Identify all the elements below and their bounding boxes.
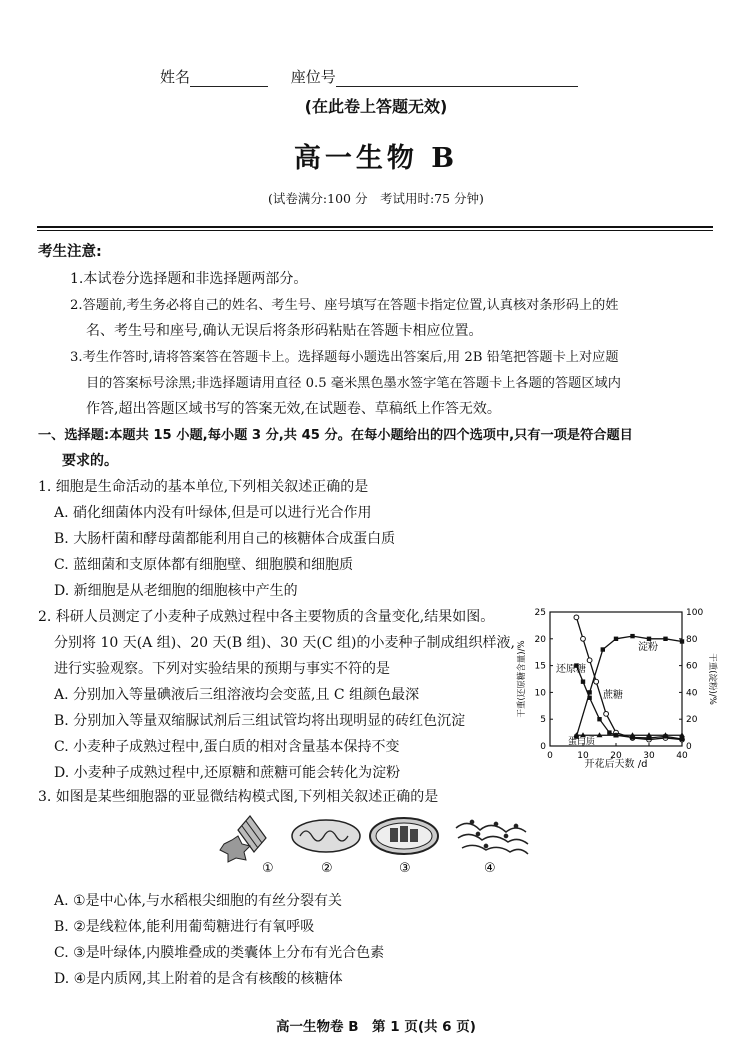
y-right-tick-label: 60	[686, 661, 698, 672]
x-tick-label: 20	[610, 751, 622, 761]
notice-line: 作答,超出答题区域书写的答案无效,在试题卷、草稿纸上作答无效。	[86, 401, 501, 417]
series-line	[576, 666, 682, 739]
section-heading-cont: 要求的。	[62, 453, 118, 469]
data-point	[601, 647, 605, 651]
data-point	[607, 730, 611, 734]
divider	[37, 230, 713, 231]
question-1-option-a[interactable]: A. 硝化细菌体内没有叶绿体,但是可以进行光合作用	[54, 505, 372, 521]
page-title: 高一生物 B	[293, 143, 459, 174]
question-1-option-d[interactable]: D. 新细胞是从老细胞的细胞核中产生的	[54, 583, 298, 599]
series-line	[576, 617, 682, 739]
reducing-sugar-label: 还原糖	[556, 664, 586, 675]
x-tick-label: 30	[643, 751, 655, 761]
data-point	[581, 679, 585, 683]
question-3-option-b[interactable]: B. ②是线粒体,能利用葡萄糖进行有氧呼吸	[54, 919, 315, 935]
x-tick-label: 40	[676, 751, 688, 761]
question-1-option-b[interactable]: B. 大肠杆菌和酵母菌都能利用自己的核糖体合成蛋白质	[54, 531, 396, 547]
chart-axes	[550, 612, 682, 746]
figure-label-1: ①	[262, 861, 274, 876]
notice-line: 3.考生作答时,请将答案答在答题卡上。选择题每小题选出答案后,用 2B 铅笔把答题卡上对应题	[70, 350, 619, 365]
data-point	[663, 637, 667, 641]
section-heading: 一、选择题:本题共 15 小题,每小题 3 分,共 45 分。在每小题给出的四个选项中,只有一项是符合题目	[38, 428, 633, 443]
question-3-stem: 3. 如图是某些细胞器的亚显微结构模式图,下列相关叙述正确的是	[38, 789, 439, 805]
y-right-tick-label: 20	[686, 715, 698, 726]
x-axis-label: 开花后天数 /d	[584, 759, 648, 770]
data-point	[587, 696, 591, 700]
question-2-option-b[interactable]: B. 分别加入等量双缩脲试剂后三组试管均将出现明显的砖红色沉淀	[54, 713, 466, 729]
y-left-tick-label: 0	[540, 742, 546, 752]
name-field[interactable]	[190, 70, 268, 87]
question-1-stem: 1. 细胞是生命活动的基本单位,下列相关叙述正确的是	[38, 479, 369, 495]
y-right-axis-label: 干重(淀粉)/%	[707, 653, 717, 705]
centriole-icon	[220, 816, 266, 862]
y-right-tick-label: 40	[686, 688, 698, 699]
invalid-note: (在此卷上答题无效)	[304, 97, 448, 116]
x-tick-label: 10	[577, 751, 589, 761]
seat-label: 座位号	[290, 68, 336, 86]
question-3-option-a[interactable]: A. ①是中心体,与水稻根尖细胞的有丝分裂有关	[54, 893, 343, 909]
y-right-tick-label: 0	[686, 742, 692, 752]
y-right-tick-label: 80	[686, 634, 698, 645]
sucrose-label: 蔗糖	[603, 690, 623, 701]
data-point	[581, 636, 586, 641]
student-info-row	[160, 66, 578, 87]
divider	[37, 226, 713, 228]
notice-heading: 考生注意:	[38, 244, 102, 260]
organelle-figure	[216, 808, 542, 878]
data-point	[680, 639, 684, 643]
notice-line: 1.本试卷分选择题和非选择题两部分。	[70, 271, 308, 287]
y-left-tick-label: 20	[534, 634, 546, 645]
question-2-option-c[interactable]: C. 小麦种子成熟过程中,蛋白质的相对含量基本保持不变	[54, 739, 400, 755]
figure-label-3: ③	[399, 861, 411, 876]
data-point	[604, 711, 609, 716]
question-3-option-d[interactable]: D. ④是内质网,其上附着的是含有核酸的核糖体	[54, 971, 343, 987]
seat-field[interactable]	[336, 70, 578, 87]
y-left-tick-label: 25	[534, 608, 546, 618]
y-left-tick-label: 5	[540, 715, 546, 726]
notice-line: 2.答题前,考生务必将自己的姓名、考生号、座号填写在答题卡指定位置,认真核对条形码上的姓	[70, 298, 619, 313]
figure-label-2: ②	[321, 861, 333, 876]
chloroplast-icon	[370, 818, 438, 854]
data-point	[647, 637, 651, 641]
series-line	[576, 636, 682, 737]
notice-line: 目的答案标号涂黑;非选择题请用直径 0.5 毫米黑色墨水签字笔在答题卡上各题的答题区域内	[86, 376, 621, 391]
figure-label-4: ④	[484, 861, 496, 876]
data-point	[574, 615, 579, 620]
y-left-axis-label: 干重(还原糖含量)/%	[517, 640, 527, 718]
page-footer: 高一生物卷 B 第 1 页(共 6 页)	[276, 1019, 476, 1035]
y-left-tick-label: 10	[534, 688, 546, 699]
endoplasmic-reticulum-icon	[456, 820, 528, 854]
data-point	[587, 658, 592, 663]
x-tick-label: 0	[547, 751, 553, 761]
data-point	[594, 679, 599, 684]
question-3-option-c[interactable]: C. ③是叶绿体,内膜堆叠成的类囊体上分布有光合色素	[54, 945, 385, 961]
question-2-stem: 进行实验观察。下列对实验结果的预期与事实不符的是	[54, 661, 390, 677]
y-left-tick-label: 15	[534, 661, 546, 672]
question-2-option-a[interactable]: A. 分别加入等量碘液后三组溶液均会变蓝,且 C 组颜色最深	[54, 687, 420, 703]
seed-maturation-chart	[510, 604, 720, 774]
starch-label: 淀粉	[638, 642, 658, 653]
name-label: 姓名	[160, 68, 191, 86]
notice-line: 名、考生号和座号,确认无误后将条形码粘贴在答题卡相应位置。	[86, 323, 483, 339]
question-2-option-d[interactable]: D. 小麦种子成熟过程中,还原糖和蔗糖可能会转化为淀粉	[54, 765, 401, 781]
y-right-tick-label: 100	[686, 608, 704, 618]
protein-label: 蛋白质	[568, 737, 596, 747]
plot-frame	[550, 612, 682, 746]
exam-info: (试卷满分:100 分 考试用时:75 分钟)	[268, 191, 484, 206]
data-point	[630, 634, 634, 638]
chart-series	[573, 615, 685, 742]
data-point	[614, 637, 618, 641]
data-point	[597, 717, 601, 721]
question-1-option-c[interactable]: C. 蓝细菌和支原体都有细胞壁、细胞膜和细胞质	[54, 557, 354, 573]
question-2-stem: 2. 科研人员测定了小麦种子成熟过程中各主要物质的含量变化,结果如图。	[38, 609, 495, 625]
mitochondrion-icon	[292, 820, 360, 852]
data-point	[680, 737, 684, 741]
question-2-stem: 分别将 10 天(A 组)、20 天(B 组)、30 天(C 组)的小麦种子制成组织样液,	[54, 635, 515, 651]
